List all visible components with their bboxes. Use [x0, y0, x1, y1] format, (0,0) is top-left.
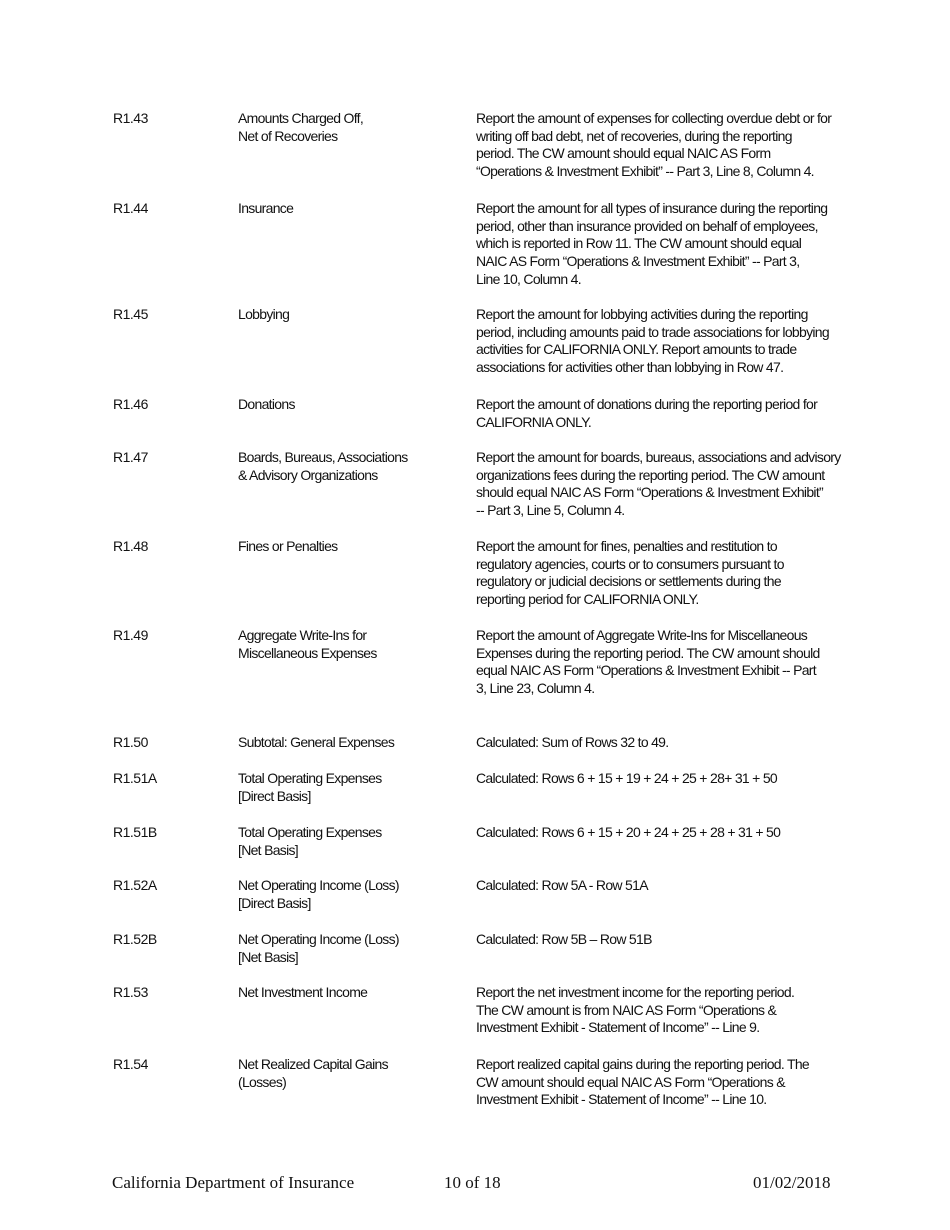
footer-date: 01/02/2018 — [753, 1173, 831, 1192]
row-name: Boards, Bureaus, Associations & Advisory Organizations — [238, 449, 408, 483]
row-description: Report the amount of donations during the reporting period for CALIFORNIA ONLY. — [476, 396, 818, 430]
row-description: Calculated: Row 5B – Row 51B — [476, 931, 652, 947]
row-description: Report the amount for lobbying activities during the reporting period, including amounts paid to trade associations for lobbying activities for CALIFORNIA ONLY. Report amounts to trade associations for activities other than lobbying in Row 47. — [476, 306, 829, 376]
row-code: R1.51B — [113, 824, 157, 840]
row-description: Report the amount for all types of insurance during the reporting period, other than insurance provided on behalf of employees, which is reported in Row 11. The CW amount should equal NAIC AS Form “Operations & Investment Exhibit” -- Part 3, Line 10, Column 4. — [476, 200, 828, 287]
row-code: R1.45 — [113, 306, 148, 322]
row-description: Report the net investment income for the reporting period. The CW amount is from NAIC AS Form “Operations & Investment Exhibit - Statement of Income” -- Line 9. — [476, 984, 795, 1036]
row-description: Calculated: Rows 6 + 15 + 19 + 24 + 25 + 28+ 31 + 50 — [476, 770, 778, 786]
row-code: R1.43 — [113, 110, 148, 126]
row-code: R1.49 — [113, 627, 148, 643]
row-name: Fines or Penalties — [238, 538, 338, 554]
row-name: Lobbying — [238, 306, 290, 322]
row-name: Amounts Charged Off, Net of Recoveries — [238, 110, 364, 144]
row-description: Report the amount for fines, penalties and restitution to regulatory agencies, courts or to consumers pursuant to regulatory or judicial decisions or settlements during the reporting period for CALIFORNIA ONLY. — [476, 538, 784, 608]
row-name: Total Operating Expenses [Net Basis] — [238, 824, 382, 858]
row-name: Net Realized Capital Gains (Losses) — [238, 1056, 388, 1090]
row-code: R1.44 — [113, 200, 148, 216]
row-name: Net Operating Income (Loss) [Net Basis] — [238, 931, 399, 965]
row-code: R1.54 — [113, 1056, 148, 1072]
row-description: Report realized capital gains during the reporting period. The CW amount should equal NAIC AS Form “Operations & Investment Exhibit - Statement of Income” -- Line 10. — [476, 1056, 810, 1108]
row-name: Net Investment Income — [238, 984, 368, 1000]
row-name: Subtotal: General Expenses — [238, 734, 395, 750]
footer-organization: California Department of Insurance — [112, 1173, 355, 1192]
row-code: R1.47 — [113, 449, 148, 465]
row-description: Calculated: Row 5A - Row 51A — [476, 877, 648, 893]
row-name: Insurance — [238, 200, 294, 216]
row-name: Donations — [238, 396, 295, 412]
row-code: R1.48 — [113, 538, 148, 554]
row-description: Report the amount of Aggregate Write-Ins for Miscellaneous Expenses during the reporting period. The CW amount should equal NAIC AS Form “Operations & Investment Exhibit -- Part 3, Line 23, Column 4. — [476, 627, 820, 697]
row-name: Net Operating Income (Loss) [Direct Basis] — [238, 877, 399, 911]
row-description: Calculated: Rows 6 + 15 + 20 + 24 + 25 + 28 + 31 + 50 — [476, 824, 781, 840]
row-code: R1.50 — [113, 734, 148, 750]
row-name: Total Operating Expenses [Direct Basis] — [238, 770, 382, 804]
row-description: Calculated: Sum of Rows 32 to 49. — [476, 734, 669, 750]
row-code: R1.53 — [113, 984, 148, 1000]
row-description: Report the amount for boards, bureaus, associations and advisory organizations fees during the reporting period. The CW amount should equal NAIC AS Form “Operations & Investment Exhibit” -- Part 3, Line 5, Column 4. — [476, 449, 841, 519]
row-description: Report the amount of expenses for collecting overdue debt or for writing off bad debt, net of recoveries, during the reporting period. The CW amount should equal NAIC AS Form “Operations & Investment Exhibit” -- Part 3, Line 8, Column 4. — [476, 110, 832, 180]
footer-page-number: 10 of 18 — [444, 1173, 501, 1192]
row-code: R1.52B — [113, 931, 157, 947]
row-code: R1.52A — [113, 877, 157, 893]
row-code: R1.51A — [113, 770, 157, 786]
row-code: R1.46 — [113, 396, 148, 412]
row-name: Aggregate Write-Ins for Miscellaneous Expenses — [238, 627, 377, 661]
